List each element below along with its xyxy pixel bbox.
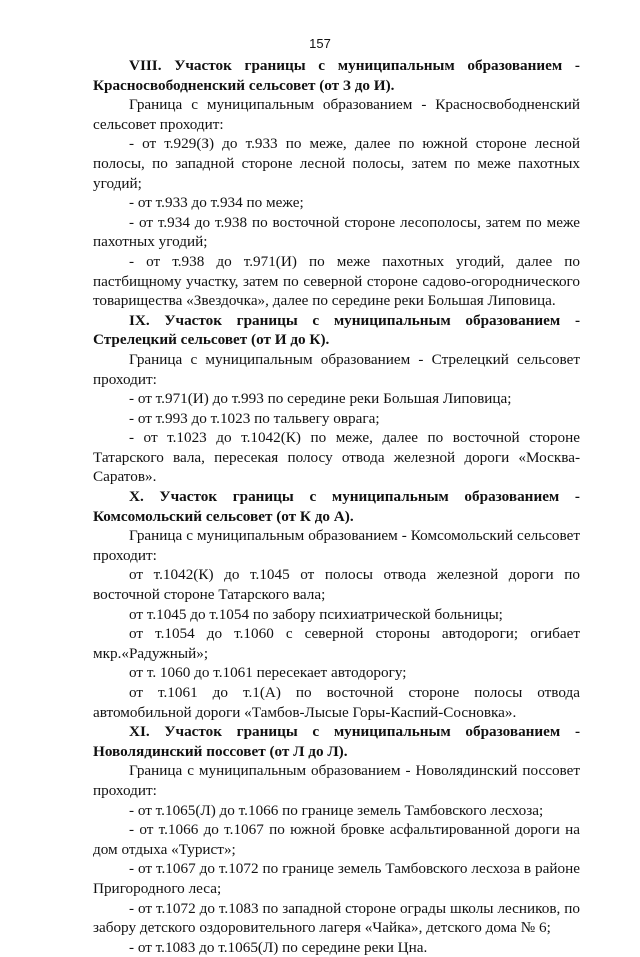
paragraph: - от т.993 до т.1023 по тальвегу оврага; bbox=[129, 409, 380, 427]
section-heading: VIII. Участок границы с муниципальным образованием - Красносвободненский сельсовет (от З до И). bbox=[93, 57, 580, 94]
paragraph: от т.1054 до т.1060 с северной стороны автодороги; огибает мкр.«Радужный»; bbox=[93, 625, 580, 662]
paragraph: Граница с муниципальным образованием - Стрелецкий сельсовет проходит: bbox=[93, 350, 580, 388]
paragraph: от т. 1060 до т.1061 пересекает автодорогу; bbox=[129, 664, 407, 682]
paragraph: от т.1042(К) до т.1045 от полосы отвода железной дороги по восточной стороне Татарского вала; bbox=[93, 566, 580, 604]
page-number: 157 bbox=[309, 36, 331, 51]
paragraph: от т.1061 до т.1(А) по восточной стороне полосы отвода автомобильной дороги «Тамбов-Лысые Горы-Каспий-Сосновка». bbox=[93, 684, 580, 721]
paragraph: - от т.971(И) до т.993 по середине реки Большая Липовица; bbox=[129, 390, 512, 408]
paragraph: - от т.1023 до т.1042(К) по меже, далее по восточной стороне Татарского вала, пересекая полосу отвода железной дороги «Москва-Саратов». bbox=[93, 429, 580, 486]
section-heading: IX. Участок границы с муниципальным образованием - Стрелецкий сельсовет (от И до К). bbox=[93, 311, 580, 349]
paragraph: - от т.1065(Л) до т.1066 по границе земель Тамбовского лесхоза; bbox=[129, 801, 544, 819]
paragraph: от т.1045 до т.1054 по забору психиатрической больницы; bbox=[129, 605, 503, 623]
paragraph: - от т.1072 до т.1083 по западной стороне ограды школы лесников, по забору детского оздоровительного лагеря «Чайка», детского дома № 6; bbox=[93, 899, 580, 937]
paragraph: - от т.1067 до т.1072 по границе земель Тамбовского лесхоза в районе Пригородного леса; bbox=[93, 860, 580, 897]
paragraph: - от т.938 до т.971(И) по меже пахотных угодий, далее по пастбищному участку, затем по северной стороне садово-огороднического товарищества «Звездочка», далее по середине реки Большая Липовица. bbox=[93, 252, 580, 310]
paragraph: - от т.933 до т.934 по меже; bbox=[129, 194, 304, 212]
paragraph: - от т.934 до т.938 по восточной стороне лесополосы, затем по меже пахотных угодий; bbox=[93, 213, 580, 251]
paragraph: - от т.929(З) до т.933 по меже, далее по южной стороне лесной полосы, по западной стороне лесной полосы, затем по меже пахотных угодий; bbox=[93, 135, 580, 192]
paragraph: - от т.1083 до т.1065(Л) по середине реки Цна. bbox=[129, 938, 428, 956]
document-body bbox=[93, 56, 580, 957]
section-heading: X. Участок границы с муниципальным образованием - Комсомольский сельсовет (от К до А). bbox=[93, 488, 580, 525]
paragraph: Граница с муниципальным образованием - Красносвободненский сельсовет проходит: bbox=[93, 96, 580, 133]
section-heading: XI. Участок границы с муниципальным образованием - Новолядинский поссовет (от Л до Л). bbox=[93, 723, 580, 760]
paragraph: Граница с муниципальным образованием - Новолядинский поссовет проходит: bbox=[93, 762, 580, 799]
paragraph: - от т.1066 до т.1067 по южной бровке асфальтированной дороги на дом отдыха «Турист»; bbox=[93, 821, 580, 858]
paragraph: Граница с муниципальным образованием - Комсомольский сельсовет проходит: bbox=[93, 527, 580, 564]
